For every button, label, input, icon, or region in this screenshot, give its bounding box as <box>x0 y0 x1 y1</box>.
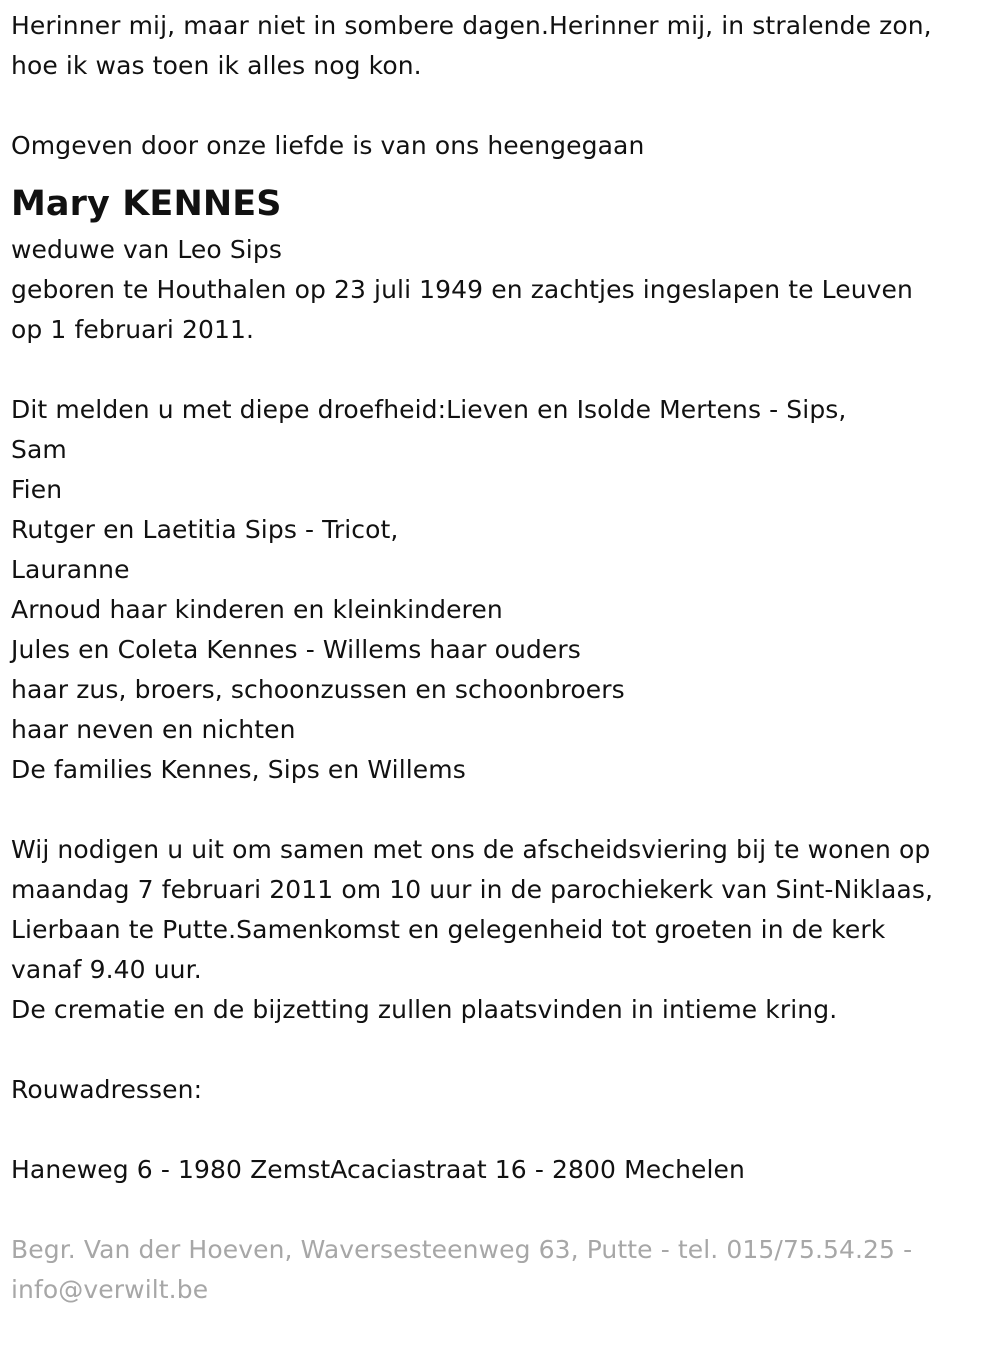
family-line: De families Kennes, Sips en Willems <box>11 755 466 784</box>
footer-line-2: info@verwilt.be <box>11 1275 209 1304</box>
spacer <box>11 1030 993 1070</box>
family-line: Lauranne <box>11 555 130 584</box>
birth-death-line-1: geboren te Houthalen op 23 juli 1949 en zachtjes ingeslapen te Leuven <box>11 275 913 304</box>
deceased-name: Mary KENNES <box>11 184 282 224</box>
spacer <box>11 86 993 126</box>
announcement: Omgeven door onze liefde is van ons heengegaan <box>11 131 645 160</box>
ceremony-line: vanaf 9.40 uur. <box>11 955 202 984</box>
family-line: Rutger en Laetitia Sips - Tricot, <box>11 515 399 544</box>
deceased-relation: weduwe van Leo Sips <box>11 235 282 264</box>
family-line: haar zus, broers, schoonzussen en schoonbroers <box>11 675 625 704</box>
ceremony-line: Wij nodigen u uit om samen met ons de afscheidsviering bij te wonen op <box>11 835 931 864</box>
spacer <box>11 790 993 830</box>
spacer <box>11 350 993 390</box>
family-line: Jules en Coleta Kennes - Willems haar ouders <box>11 635 581 664</box>
intro-line-2: hoe ik was toen ik alles nog kon. <box>11 51 422 80</box>
family-line: Dit melden u met diepe droefheid:Lieven en Isolde Mertens - Sips, <box>11 395 847 424</box>
footer-line-1: Begr. Van der Hoeven, Waversesteenweg 63, Putte - tel. 015/75.54.25 - <box>11 1235 913 1264</box>
ceremony-line: maandag 7 februari 2011 om 10 uur in de parochiekerk van Sint-Niklaas, <box>11 875 934 904</box>
obituary-notice <box>11 6 993 1310</box>
family-line: haar neven en nichten <box>11 715 296 744</box>
addresses-label: Rouwadressen: <box>11 1075 203 1104</box>
spacer <box>11 1190 993 1230</box>
ceremony-line: De crematie en de bijzetting zullen plaatsvinden in intieme kring. <box>11 995 838 1024</box>
birth-death-line-2: op 1 februari 2011. <box>11 315 255 344</box>
family-line: Fien <box>11 475 63 504</box>
intro-line-1: Herinner mij, maar niet in sombere dagen.Herinner mij, in stralende zon, <box>11 11 932 40</box>
addresses: Haneweg 6 - 1980 ZemstAcaciastraat 16 - 2800 Mechelen <box>11 1155 745 1184</box>
family-line: Sam <box>11 435 67 464</box>
family-line: Arnoud haar kinderen en kleinkinderen <box>11 595 503 624</box>
ceremony-line: Lierbaan te Putte.Samenkomst en gelegenheid tot groeten in de kerk <box>11 915 886 944</box>
spacer <box>11 1110 993 1150</box>
